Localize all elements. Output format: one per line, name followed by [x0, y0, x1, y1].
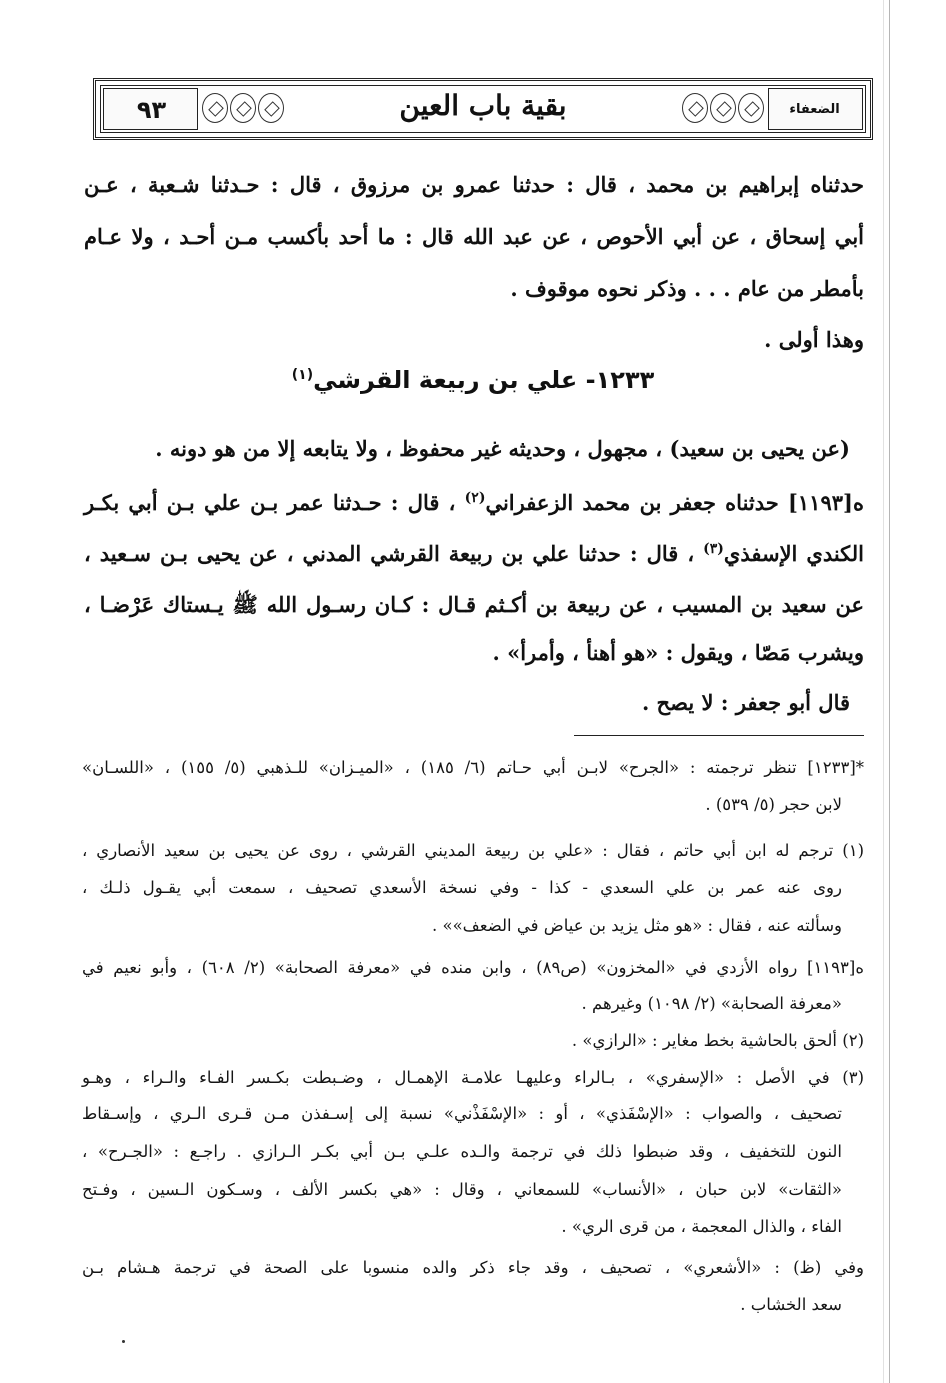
footnote-separator — [574, 735, 864, 736]
header-ornament-right — [682, 93, 764, 125]
footnote-line: (٣) في الأصل : «الإسفري» ، بـالراء وعليهـا علامـة الإهمـال ، وضـبطت بكـسر الفـاء والـراء ، وهـو — [82, 1068, 864, 1087]
footnote-line: ه[١١٩٣] رواه الأزدي في «المخزون» (ص٨٩) ، وابن منده في «معرفة الصحابة» (٢/ ٦٠٨) ، وأبو نعيم في — [82, 958, 864, 977]
footnote-line: (١) ترجم له ابن أبي حاتم ، فقال : «علي بن ربيعة المديني القرشي ، روى عن يحيى بن سعيد الأنصاري ، — [82, 841, 864, 860]
footnote-ref-3: (٣) — [703, 541, 724, 557]
hadith-isnad-cont: ، قال : حدثنا علي بن ربيعة القرشي المدني ، عن يحيى بـن سـعيد ، — [84, 541, 695, 566]
footnote-line: وفي (ظ) : «الأشعري» ، تصحيف ، وقد جاء ذكر والده منسوبا على الصحة في ترجمة هـشام بـن — [82, 1258, 864, 1277]
footnote-line: تصحيف ، والصواب : «الإسْفَذي» ، أو : «الإسْفَذْني» نسبة إلى إسـفذن مـن قـرى الـري ، وإسـقاط — [82, 1104, 842, 1123]
body-line: أبي إسحاق ، عن أبي الأحوص ، عن عبد الله قال : ما أحد بأكسب مـن أحـد ، ولا عـام — [84, 224, 864, 249]
running-header — [93, 78, 873, 140]
hadith-line — [84, 490, 864, 515]
footnote-line: لابن حجر (٥/ ٥٣٩) . — [705, 795, 842, 814]
header-title: بقية باب العين — [399, 89, 567, 122]
body-line: بأمطر من عام . . . وذكر نحوه موقوف . — [510, 276, 864, 301]
book-badge: الضعفاء — [789, 101, 840, 117]
hadith-isnad-cont: ، قال : حـدثنا عمر بـن علي بـن أبي بكـر — [84, 490, 456, 515]
footnote-ref-2: (٢) — [464, 490, 486, 506]
hadith-line: ويشرب مَصّا ، ويقول : «هو أهنأ ، وأمرأ» . — [492, 640, 864, 665]
book-badge-box — [768, 88, 863, 130]
footnote-line: (٢) ألحق بالحاشية بخط مغاير : «الرازي» . — [571, 1031, 864, 1050]
hadith-line — [84, 541, 864, 566]
footnote-line: روى عنه عمر بن علي السعدي - كذا - وفي نسخة الأسعدي تصحيف ، سمعت أبي يقـول ذلـك ، — [82, 878, 842, 897]
footnote-line: سعد الخشاب . — [740, 1295, 842, 1314]
page-fold-shadow-inner — [883, 0, 884, 1383]
entry-heading — [0, 366, 946, 394]
hadith-line: عن سعيد بن المسيب ، عن ربيعة بن أكـثم قـال : كـان رسـول الله ﷺ يـستاك عَرْضـا ، — [84, 592, 864, 617]
entry-line: (عن يحيى بن سعيد) ، مجهول ، وحديثه غير محفوظ ، ولا يتابعه إلا من هو دونه . — [155, 436, 850, 461]
footnote-line: الفاء ، والذال المعجمة ، من قرى الري» . — [561, 1217, 842, 1236]
page-fold-shadow — [889, 0, 890, 1383]
body-line: حدثناه إبراهيم بن محمد ، قال : حدثنا عمرو بن مرزوق ، قال : حـدثنا شـعبة ، عـن — [84, 172, 864, 197]
hadith-verdict: قال أبو جعفر : لا يصح . — [641, 690, 850, 715]
hadith-nisba: الكندي الإسفذي — [723, 541, 865, 566]
footnote-line: وسألته عنه ، فقال : «هو مثل يزيد بن عياض في الضعف»» . — [432, 916, 842, 935]
scan-speck — [122, 1340, 125, 1343]
footnote-line: *[١٢٣٣] تنظر ترجمته : «الجرح» لابـن أبي حـاتم (٦/ ١٨٥) ، «الميـزان» للـذهبي (٥/ ١٥٥) ، «اللسـان» — [82, 758, 865, 777]
body-line: وهذا أولى . — [764, 327, 864, 352]
footnote-line: «معرفة الصحابة» (٢/ ١٠٩٨) وغيرهم . — [581, 994, 842, 1013]
entry-heading-text: ١٢٣٣- علي بن ربيعة القرشي — [313, 366, 655, 394]
hadith-isnad-start: ه[١١٩٣] حدثناه جعفر بن محمد الزعفراني — [485, 490, 864, 515]
page-number: ٩٣ — [136, 96, 167, 124]
footnote-ref-1: (١) — [291, 367, 314, 383]
footnote-line: «الثقات» لابن حبان ، «الأنساب» للسمعاني ، وقال : «هي بكسر الألف ، وسـكون الـسين ، وفـتح — [82, 1180, 842, 1199]
footnote-line: النون للتخفيف ، وقد ضبطوا ذلك في ترجمة والـده علـي بـن أبي بكـر الـرازي . راجـع : «الجـرح» ، — [82, 1142, 842, 1161]
